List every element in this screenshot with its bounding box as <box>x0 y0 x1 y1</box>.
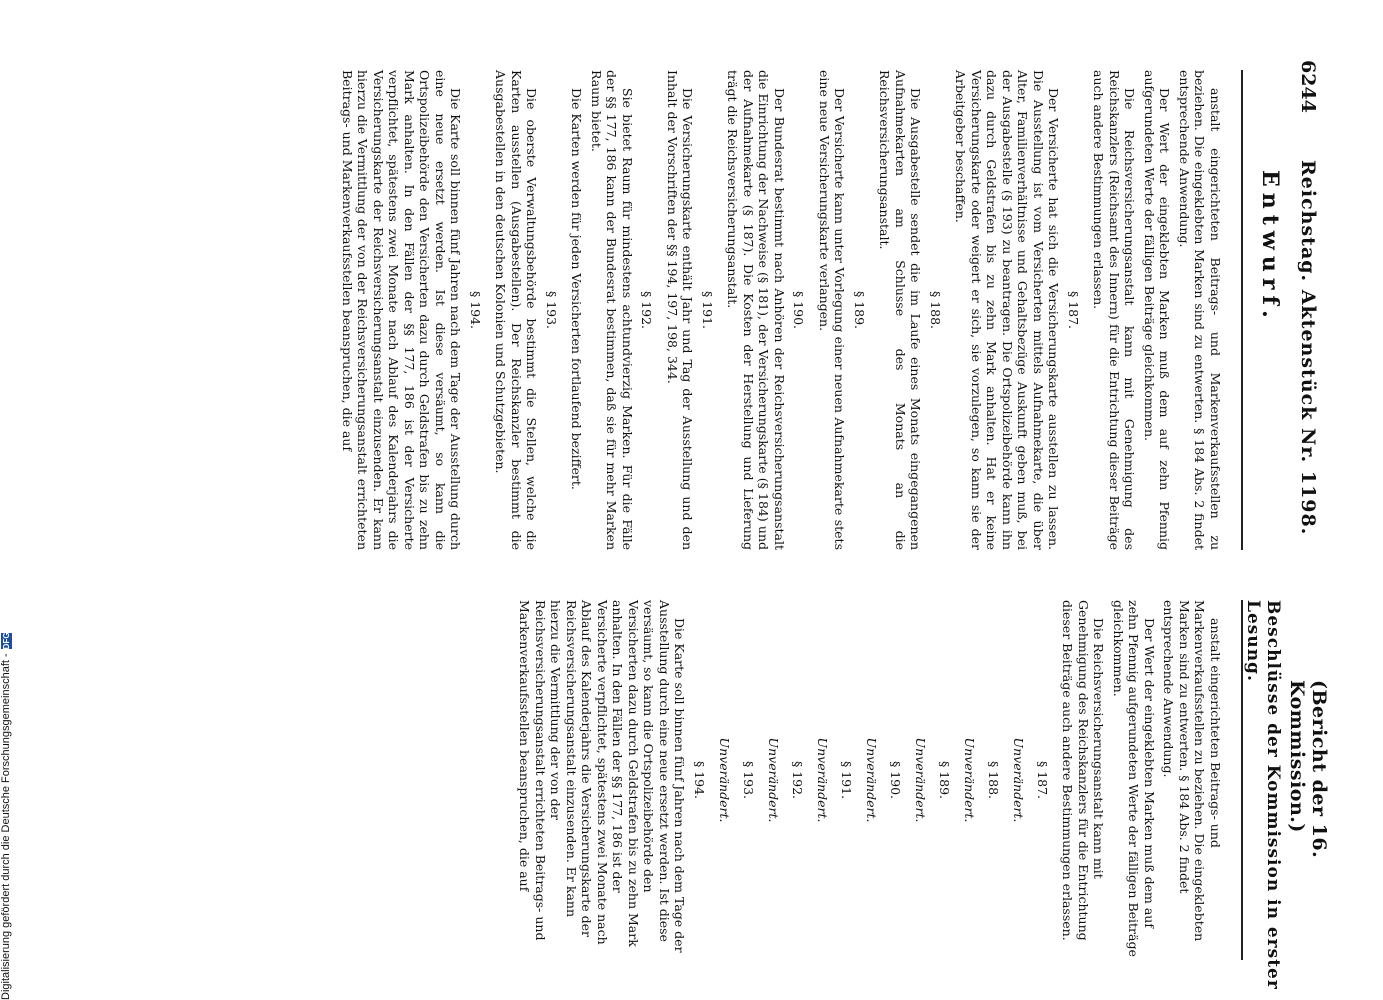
section-number: § 188. <box>928 290 943 330</box>
section-text: Die oberste Verwaltungsbehörde bestimmt die Stellen, welche die Karten ausstellen (Ausgabestellen). Der Reichskanzler bestimmt die Ausgabestellen in den deutschen Kolonien und Schutzgebieten. <box>493 70 540 550</box>
page-number: 6244 <box>1297 60 1319 113</box>
section-text: Die Ausgabestelle sendet die im Laufe eines Monats eingegangenen Aufnahmekarten am Schlusse des Monats an die Reichsversicherungsanstalt. <box>877 70 924 550</box>
section-text: Die Karten werden für jeden Versicherten fortlaufend beziffert. <box>569 88 585 490</box>
section-number: § 191. <box>700 290 715 330</box>
unchanged-note: Unverändert. <box>815 737 831 823</box>
section-text: Der Versicherte kann unter Vorlegung einer neuen Aufnahmekarte stets eine neue Versicherungskarte verlangen. <box>817 70 848 550</box>
section-number: § 188. <box>986 760 1001 800</box>
section-text: Die Karte soll binnen fünf Jahren nach dem Tage der Ausstellung durch eine neue ersetzt werden. Ist diese versäumt, so kann die Ortspolizeibehörde den Versicherten dazu durch Geldstrafen bis zu zehn Mark anhalten. In den Fällen der §§ 177, 186 ist der Versicherte verpflichtet, spätestens zwei Monate nach Ablauf des Kalenderjahrs die Versicherungskarte der Reichsversicherungsanstalt einzusenden. Er kann hierzu die Vermittlung der von der Reichsversicherungsanstalt errichteten Beitrags- und Markenverkaufsstellen beanspruchen, die auf <box>340 70 464 550</box>
left-column-heading: Entwurf. <box>1257 170 1283 324</box>
page-header <box>1288 60 1328 940</box>
right-paragraph: Die Reichsversicherungsanstalt kann mit Genehmigung des Reichskanzlers für die Entrichtung dieser Beiträge auch andere Bestimmungen erlassen. <box>1060 600 1107 941</box>
section-number: § 193. <box>741 760 756 800</box>
section-text: Sie bietet Raum für mindestens achtundvierzig Marken. Für die Fälle der §§ 177, 186 kann der Bundesrat bestimmen, daß sie für mehr Marken Raum bietet. <box>589 70 635 550</box>
unchanged-note: Unverändert. <box>717 737 733 823</box>
section-number: § 191. <box>839 760 854 800</box>
left-column-body <box>336 70 1224 550</box>
report-title: (Bericht der 16. Kommission.) <box>1286 680 1330 859</box>
right-heading-rule <box>1241 600 1243 960</box>
dfg-logo-icon: DFG <box>1 632 11 650</box>
right-paragraph: anstalt eingerichteten Beitrags- und Markenverkaufsstellen zu beziehen. Die eingeklebten Marken sind zu entwerten. § 184 Abs. 2 findet entsprechende Anwendung. <box>1161 600 1223 942</box>
section-number: § 194. <box>692 760 707 800</box>
section-number: § 192. <box>790 760 805 800</box>
section-text: Der Versicherte hat sich die Versicherungskarte ausstellen zu lassen. Die Ausstellung ist vom Versicherten mittels Aufnahmekarte, die über Alter, Familienverhältnisse und Gehaltsbezüge Auskunft geben muß, bei der Ausgabestelle (§ 193) zu beantragen. Die Ortspolizeibehörde kann ihn dazu durch Geldstrafen bis zu zehn Mark anhalten. Hat er keine Versicherungskarte oder weigert er sich, sie vorzulegen, so kann sie der Arbeitgeber beschaffen. <box>953 70 1062 550</box>
section-number: § 187. <box>1035 760 1050 800</box>
right-paragraph: Der Wert der eingeklebten Marken muß dem auf zehn Pfennig aufgerundeten Werte der fälligen Beiträge gleichkommen. <box>1111 600 1157 957</box>
unchanged-note: Unverändert. <box>864 737 880 823</box>
section-number: § 189. <box>852 290 867 330</box>
section-text: Der Bundesrat bestimmt nach Anhören der Reichsversicherungsanstalt die Einrichtung der Nachweise (§ 181), der Versicherungskarte (§ 184) und der Aufnahmekarte (§ 187). Die Kosten der Herstellung und Lieferung trägt die Reichsversicherungsanstalt. <box>725 70 787 550</box>
left-heading-rule <box>1241 70 1243 550</box>
unchanged-note: Unverändert. <box>962 737 978 823</box>
unchanged-note: Unverändert. <box>913 737 929 823</box>
section-number: § 190. <box>791 290 807 330</box>
section-number: § 194. <box>468 290 483 330</box>
left-paragraph: anstalt eingerichteten Beitrags- und Markenverkaufsstellen zu beziehen. Die eingeklebten Marken sind zu entwerten. § 184 Abs. 2 findet entsprechende Anwendung. <box>1177 70 1223 550</box>
section-number: § 190. <box>888 760 903 800</box>
section-text: Die Karte soll binnen fünf Jahren nach dem Tage der Ausstellung durch eine neue ersetzt werden. Ist diese versäumt, so kann die Ortspolizeibehörde den Versicherten dazu durch Geldstrafen bis zu zehn Mark anhalten. In den Fällen der §§ 177, 186 ist der Versicherte verpflichtet, spätestens zwei Monate nach Ablauf des Kalenderjahrs die Versicherungskarte der Reichsversicherungsanstalt einzusenden. Er kann hierzu die Vermittlung der von der Reichsversicherungsanstalt errichteten Beitrags- und Markenverkaufsstellen beanspruchen, die auf <box>517 600 688 953</box>
section-number: § 189. <box>937 760 952 800</box>
section-number: § 187. <box>1066 290 1081 330</box>
right-column-body <box>513 600 1223 960</box>
section-number: § 192. <box>639 290 655 330</box>
digitization-credit <box>0 633 12 1000</box>
credit-text: Digitalisierung gefördert durch die Deutsche Forschungsgemeinschaft - <box>0 653 12 1000</box>
left-paragraph: Der Wert der eingeklebten Marken muß dem auf zehn Pfennig aufgerundeten Werte der fälligen Beiträge gleichkommen. <box>1142 70 1173 550</box>
document-title: Reichstag. Aktenstück Nr. 1198. <box>1297 160 1319 536</box>
unchanged-note: Unverändert. <box>1011 737 1027 823</box>
section-number: § 193. <box>544 290 559 330</box>
right-column-heading: Beschlüsse der Kommission in erster Lesung. <box>1243 600 1283 990</box>
left-paragraph: Die Reichsversicherungsanstalt kann mit Genehmigung des Reichskanzlers (Reichsamt des Innern) für die Entrichtung dieser Beiträge auch andere Bestimmungen erlassen. <box>1091 70 1138 550</box>
unchanged-note: Unverändert. <box>766 737 782 823</box>
section-text: Die Versicherungskarte enthält Jahr und Tag der Ausstellung und den Inhalt der Vorschriften der §§ 194, 197, 198, 344. <box>665 70 696 550</box>
